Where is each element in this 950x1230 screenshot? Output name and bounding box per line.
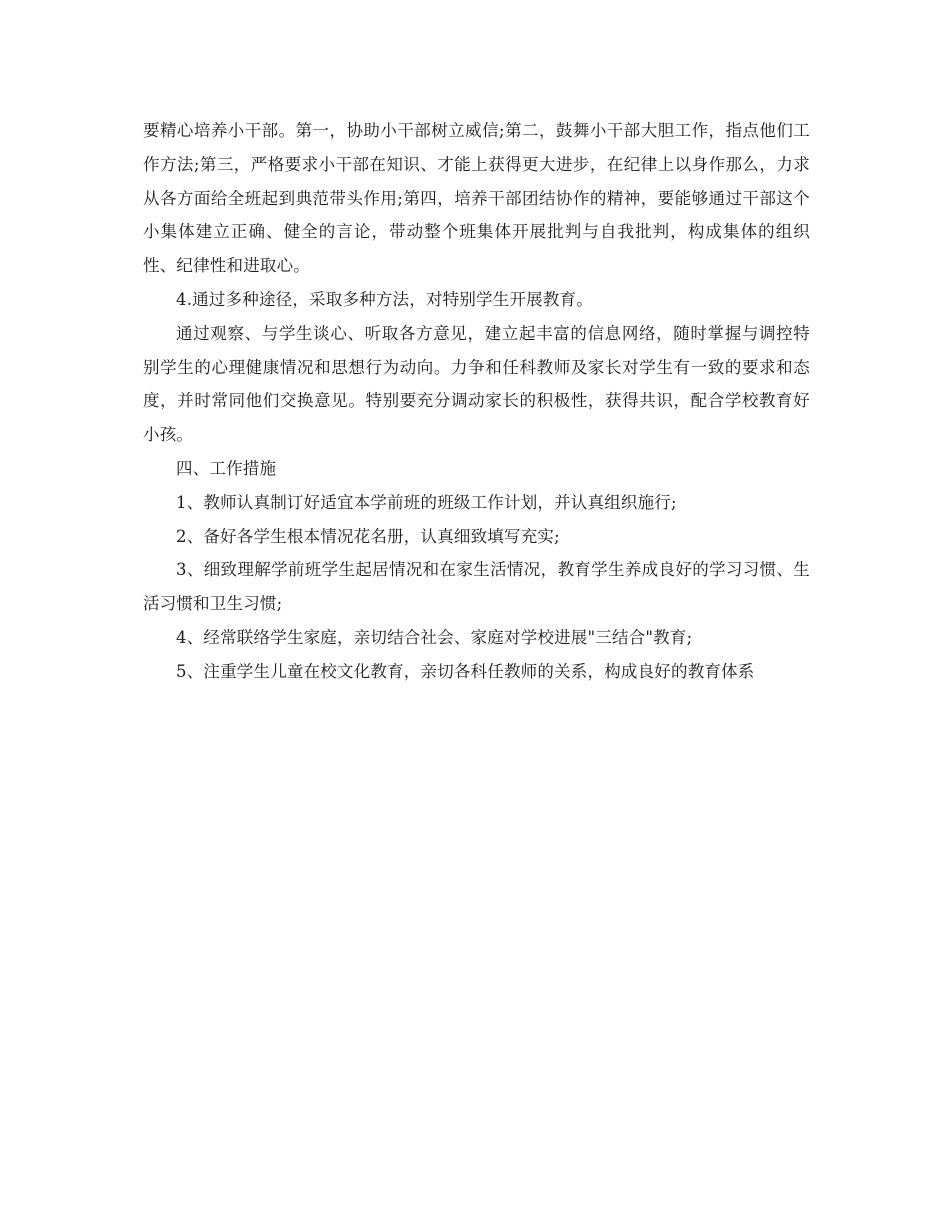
paragraph-item-4-heading: 4.通过多种途径，采取多种方法，对特别学生开展教育。 (176, 289, 593, 309)
measure-item-4: 4、经常联络学生家庭，亲切结合社会、家庭对学校进展"三结合"教育; (176, 627, 693, 647)
section-heading-work-measures: 四、工作措施 (176, 458, 277, 478)
measure-item-5: 5、注重学生儿童在校文化教育，亲切各科任教师的关系，构成良好的教育体系 (176, 661, 755, 681)
paragraph-cadre-training: 要精心培养小干部。第一，协助小干部树立威信;第二，鼓舞小干部大胆工作，指点他们工作方法;第三，严格要求小干部在知识、才能上获得更大进步，在纪律上以身作那么，力求从各方面给全班起到典范带头作用;第四，培养干部团结协作的精神，要能够通过干部这个小集体建立正确、健全的言论，带动整个班集体开展批判与自我批判，构成集体的组织性、纪律性和进取心。 (143, 121, 810, 276)
paragraph-special-students: 通过观察、与学生谈心、听取各方意见，建立起丰富的信息网络，随时掌握与调控特别学生的心理健康情况和思想行为动向。力争和任科教师及家长对学生有一致的要求和态度，并时常同他们交换意见。特别要充分调动家长的积极性，获得共识，配合学校教育好小孩。 (143, 323, 810, 445)
document-body (143, 114, 810, 689)
measure-item-2: 2、备好各学生根本情况花名册，认真细致填写充实; (176, 526, 560, 546)
measure-item-3: 3、细致理解学前班学生起居情况和在家生活情况，教育学生养成良好的学习习惯、生活习惯和卫生习惯; (143, 560, 810, 614)
measure-item-1: 1、教师认真制订好适宜本学前班的班级工作计划，并认真组织施行; (176, 492, 677, 512)
